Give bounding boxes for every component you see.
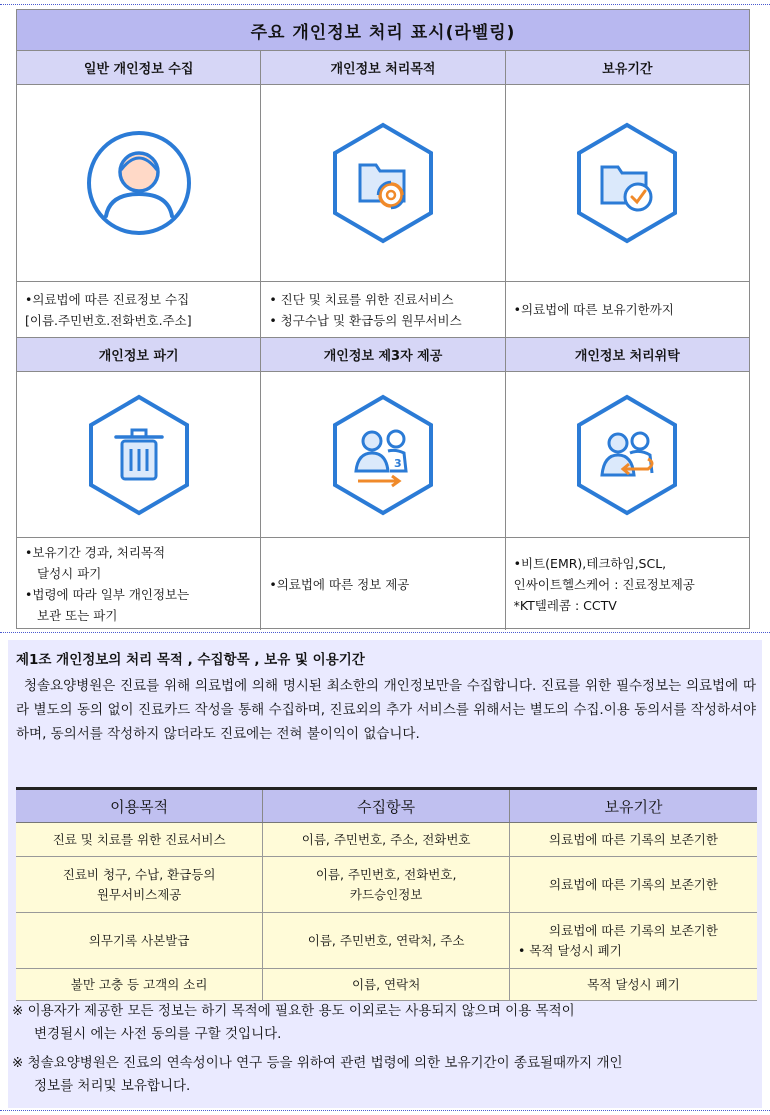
note-1-line-1: ※ 이용자가 제공한 모든 정보는 하기 목적에 필요한 용도 이외로는 사용되지 않으며 이용 목적이 — [12, 1003, 575, 1019]
third-party-line-1: •의료법에 따른 정보 제공 — [269, 576, 410, 592]
col-items-header: 수집항목 — [263, 789, 510, 823]
processing-table — [16, 787, 757, 1001]
bottom-header-row — [17, 338, 749, 372]
article-title: 제1조 개인정보의 처리 목적 , 수집항목 , 보유 및 이용기간 — [16, 652, 365, 668]
row4-purpose: 불만 고충 등 고객의 소리 — [70, 976, 208, 992]
table-header-row — [16, 789, 757, 823]
note-1-line-2: 변경될시 에는 사전 동의를 구할 것입니다. — [34, 1026, 282, 1042]
row2-items-line-1: 이름, 주민번호, 전화번호, — [315, 866, 457, 882]
destruction-line-1: •보유기간 경과, 처리목적 — [25, 545, 166, 560]
bottom-dotted-divider — [0, 1110, 770, 1111]
outsourcing-line-1: •비트(EMR),테크하임,SCL, — [513, 555, 667, 571]
top-icon-row — [17, 85, 749, 282]
header-retention-period: 보유기간 — [506, 51, 749, 85]
article-body: 청솔요양병원은 진료를 위해 의료법에 의해 명시된 최소한의 개인정보만을 수집합니다. 진료를 위한 필수정보는 의료법에 따라 별도의 동의 없이 진료카드 작성을 통해 수집하며, 진료외의 추가 서비스를 위해서는 별도의 수집.이용 동의서를 작성하셔야 하며, 동의서를 작성하지 않더라도 진료에는 전혀 불이익이 없습니다. — [16, 678, 756, 742]
col-purpose-header: 이용목적 — [16, 789, 263, 823]
row2-purpose-line-2: 원무서비스제공 — [96, 886, 182, 902]
third-party-users-icon — [328, 393, 438, 517]
general-collection-line-1: •의료법에 따른 진료정보 수집 — [25, 291, 190, 307]
header-outsourcing: 개인정보 처리위탁 — [506, 338, 749, 372]
bottom-description-row — [17, 538, 749, 630]
destruction-line-3: •법령에 따라 일부 개인정보는 — [25, 587, 190, 602]
row3-period-line-2: • 목적 달성시 폐기 — [518, 942, 622, 958]
row1-items: 이름, 주민번호, 주소, 전화번호 — [301, 831, 471, 847]
table-row — [16, 857, 757, 913]
trash-icon — [84, 393, 194, 517]
destruction-line-2: 달성시 파기 — [37, 566, 102, 581]
row2-period: 의료법에 따른 기록의 보존기한 — [549, 876, 718, 892]
article-1-section — [8, 640, 762, 1108]
labeling-title: 주요 개인정보 처리 표시(라벨링) — [17, 10, 749, 51]
destruction-line-4: 보관 또는 파기 — [37, 608, 118, 623]
row3-items: 이름, 주민번호, 연락처, 주소 — [307, 932, 465, 948]
outsourcing-line-3: *KT텔레콤 : CCTV — [513, 597, 617, 613]
row3-purpose: 의무기록 사본발급 — [88, 932, 190, 948]
folder-gear-icon — [328, 121, 438, 245]
top-dotted-divider — [0, 4, 770, 5]
note-2-line-1: ※ 청솔요양병원은 진료의 연속성이나 연구 등을 위하여 관련 법령에 의한 보유기간이 종료될때까지 개인 — [12, 1055, 623, 1071]
folder-clock-icon — [572, 121, 682, 245]
purpose-line-2: • 청구수납 및 환급등의 원무서비스 — [269, 312, 462, 328]
bottom-icon-row — [17, 372, 749, 538]
table-row — [16, 823, 757, 857]
general-collection-line-2: [이름.주민번호.전화번호.주소] — [25, 312, 192, 328]
row2-purpose-line-1: 진료비 청구, 수납, 환급등의 — [62, 866, 216, 882]
note-1 — [12, 1000, 575, 1046]
row4-items: 이름, 연락처 — [351, 976, 421, 992]
row3-period-line-1: 의료법에 따른 기록의 보존기한 — [549, 922, 718, 938]
row4-period: 목적 달성시 폐기 — [587, 976, 680, 992]
outsourcing-users-icon — [572, 393, 682, 517]
top-header-row — [17, 51, 749, 85]
svg-text:3: 3 — [393, 456, 402, 470]
table-row — [16, 969, 757, 1001]
note-2-line-2: 정보를 처리및 보유합니다. — [34, 1078, 191, 1094]
privacy-labeling-panel — [16, 9, 750, 629]
row2-items-line-2: 카드승인정보 — [349, 886, 423, 902]
retention-line-1: •의료법에 따른 보유기한까지 — [513, 302, 674, 317]
top-description-row — [17, 282, 749, 338]
header-general-collection: 일반 개인정보 수집 — [17, 51, 261, 85]
middle-dotted-divider — [0, 632, 770, 633]
col-period-header: 보유기간 — [510, 789, 758, 823]
row1-period: 의료법에 따른 기록의 보존기한 — [549, 831, 718, 847]
outsourcing-line-2: 인싸이트헬스케어 : 진료정보제공 — [513, 576, 695, 592]
header-third-party: 개인정보 제3자 제공 — [261, 338, 505, 372]
person-icon — [84, 128, 194, 238]
header-destruction: 개인정보 파기 — [17, 338, 261, 372]
purpose-line-1: • 진단 및 치료를 위한 진료서비스 — [269, 291, 454, 307]
table-row — [16, 913, 757, 969]
row1-purpose: 진료 및 치료를 위한 진료서비스 — [52, 831, 226, 847]
header-processing-purpose: 개인정보 처리목적 — [261, 51, 505, 85]
note-2 — [12, 1052, 623, 1098]
